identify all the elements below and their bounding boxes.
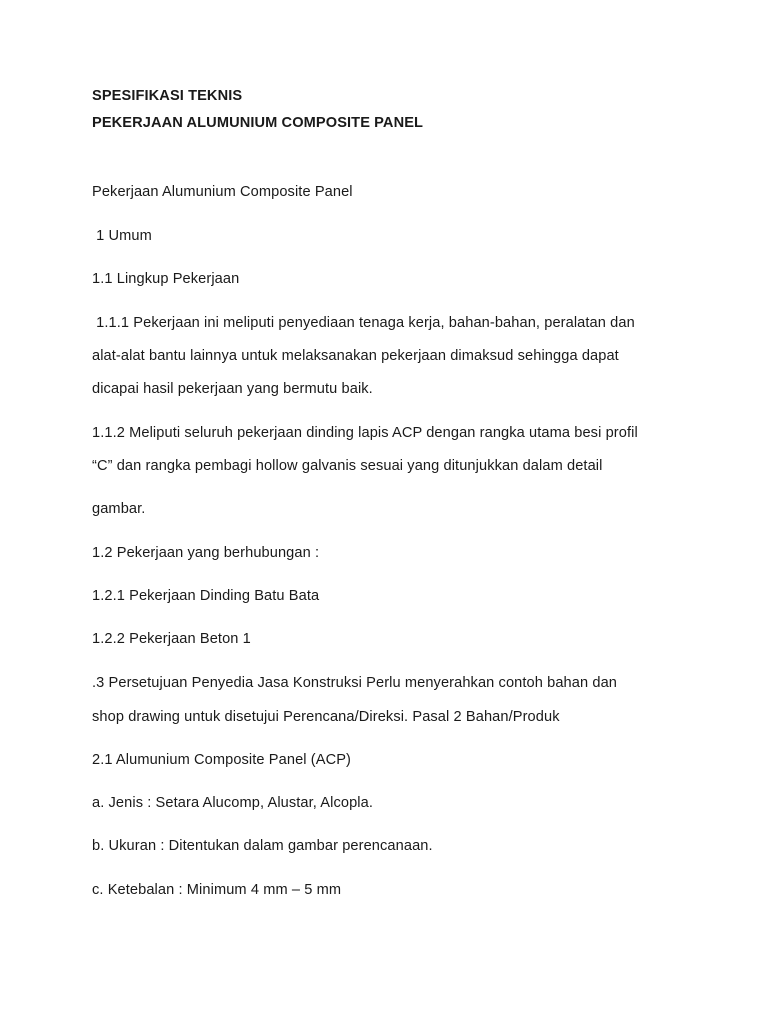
paragraph-line: gambar.	[92, 501, 146, 517]
paragraph-line: .3 Persetujuan Penyedia Jasa Konstruksi Perlu menyerahkan contoh bahan dan	[92, 675, 617, 691]
paragraph-line: alat-alat bantu lainnya untuk melaksanakan pekerjaan dimaksud sehingga dapat	[92, 348, 619, 364]
paragraph-line: dicapai hasil pekerjaan yang bermutu baik.	[92, 381, 373, 397]
list-item: 1.2.1 Pekerjaan Dinding Batu Bata	[92, 588, 320, 604]
list-item: a. Jenis : Setara Alucomp, Alustar, Alcopla.	[92, 795, 374, 811]
paragraph-line: 1.1.2 Meliputi seluruh pekerjaan dinding lapis ACP dengan rangka utama besi profil	[92, 425, 638, 441]
paragraph-line: “C” dan rangka pembagi hollow galvanis sesuai yang ditunjukkan dalam detail	[92, 458, 603, 474]
subsection-heading-lingkup: 1.1 Lingkup Pekerjaan	[92, 271, 240, 287]
document-subtitle: PEKERJAAN ALUMUNIUM COMPOSITE PANEL	[92, 115, 424, 131]
section-heading-umum: 1 Umum	[92, 228, 152, 244]
subsection-heading-berhubungan: 1.2 Pekerjaan yang berhubungan :	[92, 545, 320, 561]
list-item: b. Ukuran : Ditentukan dalam gambar perencanaan.	[92, 838, 433, 854]
list-item: c. Ketebalan : Minimum 4 mm – 5 mm	[92, 882, 342, 898]
paragraph-line: 1.1.1 Pekerjaan ini meliputi penyediaan tenaga kerja, bahan-bahan, peralatan dan	[92, 315, 635, 331]
subsection-heading-acp: 2.1 Alumunium Composite Panel (ACP)	[92, 752, 352, 768]
list-item: 1.2.2 Pekerjaan Beton 1	[92, 631, 251, 647]
section-title: Pekerjaan Alumunium Composite Panel	[92, 184, 353, 200]
paragraph-line: shop drawing untuk disetujui Perencana/Direksi. Pasal 2 Bahan/Produk	[92, 709, 560, 725]
document-title: SPESIFIKASI TEKNIS	[92, 88, 243, 104]
